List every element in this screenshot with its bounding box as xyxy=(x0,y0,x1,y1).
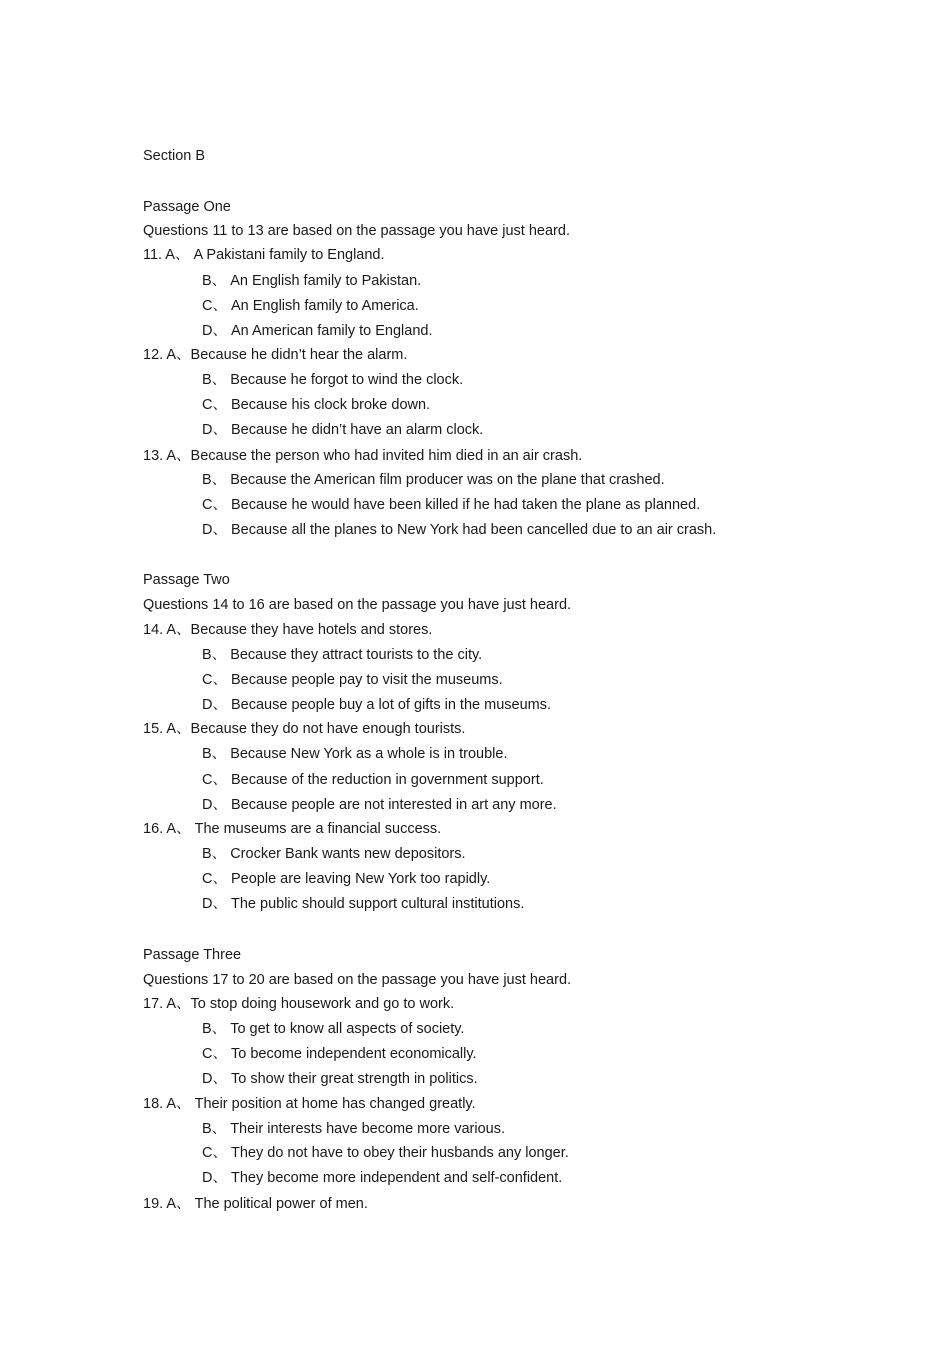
question-option-a: 14. A、Because they have hotels and stores. xyxy=(143,622,433,638)
question-option-a: 13. A、Because the person who had invited him died in an air crash. xyxy=(143,448,583,464)
question-option-b: B、 Their interests have become more various. xyxy=(202,1121,506,1137)
question-option-a: 18. A、 Their position at home has changed greatly. xyxy=(143,1096,476,1112)
question-option-a: 15. A、Because they do not have enough tourists. xyxy=(143,721,466,737)
question-option-d: D、 The public should support cultural institutions. xyxy=(202,896,525,912)
question-option-c: C、 To become independent economically. xyxy=(202,1046,477,1062)
question-option-b: B、 Because they attract tourists to the city. xyxy=(202,647,483,663)
passage-intro: Questions 14 to 16 are based on the passage you have just heard. xyxy=(143,597,572,613)
question-option-d: D、 To show their great strength in politics. xyxy=(202,1071,478,1087)
passage-title: Passage Two xyxy=(143,572,230,588)
question-option-c: C、 People are leaving New York too rapidly. xyxy=(202,871,491,887)
question-option-b: B、 To get to know all aspects of society. xyxy=(202,1021,465,1037)
passage-intro: Questions 11 to 13 are based on the passage you have just heard. xyxy=(143,223,570,239)
question-option-d: D、 They become more independent and self-confident. xyxy=(202,1170,563,1186)
question-option-c: C、 Because people pay to visit the museums. xyxy=(202,672,503,688)
question-option-c: C、 An English family to America. xyxy=(202,298,419,314)
question-option-a: 16. A、 The museums are a financial success. xyxy=(143,821,442,837)
question-option-c: C、 Because his clock broke down. xyxy=(202,397,431,413)
question-option-d: D、 Because people are not interested in art any more. xyxy=(202,797,557,813)
question-option-b: B、 Because he forgot to wind the clock. xyxy=(202,372,464,388)
question-option-a: 17. A、To stop doing housework and go to work. xyxy=(143,996,455,1012)
question-option-b: B、 Because the American film producer was on the plane that crashed. xyxy=(202,472,665,488)
question-option-c: C、 Because he would have been killed if he had taken the plane as planned. xyxy=(202,497,701,513)
question-option-a: 19. A、 The political power of men. xyxy=(143,1196,368,1212)
question-option-b: B、 Because New York as a whole is in trouble. xyxy=(202,746,508,762)
question-option-d: D、 Because he didn’t have an alarm clock. xyxy=(202,422,484,438)
section-title: Section B xyxy=(143,148,206,164)
question-option-a: 12. A、Because he didn’t hear the alarm. xyxy=(143,347,408,363)
question-option-b: B、 An English family to Pakistan. xyxy=(202,273,422,289)
question-option-c: C、 Because of the reduction in government support. xyxy=(202,772,544,788)
question-option-d: D、 An American family to England. xyxy=(202,323,433,339)
question-option-d: D、 Because all the planes to New York had been cancelled due to an air crash. xyxy=(202,522,717,538)
question-option-b: B、 Crocker Bank wants new depositors. xyxy=(202,846,466,862)
question-option-a: 11. A、 A Pakistani family to England. xyxy=(143,247,385,263)
question-option-c: C、 They do not have to obey their husbands any longer. xyxy=(202,1145,569,1161)
question-option-d: D、 Because people buy a lot of gifts in the museums. xyxy=(202,697,551,713)
passage-title: Passage Three xyxy=(143,947,242,963)
passage-title: Passage One xyxy=(143,199,231,215)
passage-intro: Questions 17 to 20 are based on the passage you have just heard. xyxy=(143,972,572,988)
